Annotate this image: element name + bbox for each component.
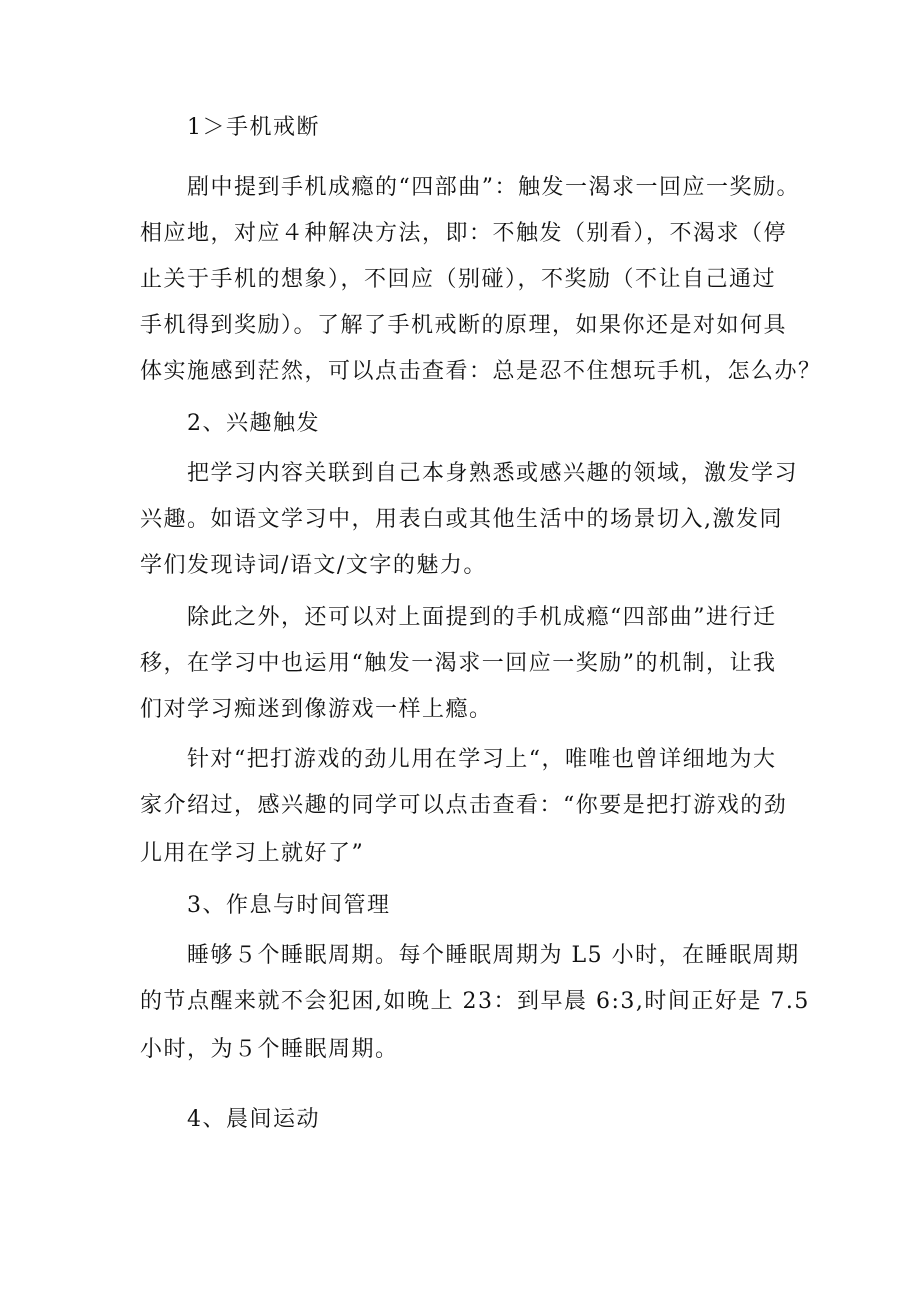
paragraph-line: 止关于手机的想象），不回应（别碰），不奖励（不让自己通过: [140, 267, 777, 292]
paragraph-line: 们对学习痴迷到像游戏一样上瘾。: [140, 697, 493, 722]
paragraph-line: 剧中提到手机成瘾的“四部曲”：触发一渴求一回应一奖励。: [187, 175, 800, 200]
paragraph-line: 儿用在学习上就好了”: [140, 841, 365, 866]
paragraph-line: 手机得到奖励）。了解了手机戒断的原理，如果你还是对如何具: [140, 313, 788, 338]
paragraph-line: 的节点醒来就不会犯困,如晚上 23：到早晨 6:3,时间正好是 7.5: [140, 989, 810, 1014]
paragraph-line: 相应地，对应４种解决方法，即：不触发（别看），不渴求（停: [140, 221, 788, 246]
paragraph-line: 针对“把打游戏的劲儿用在学习上“，唯唯也曾详细地为大: [187, 747, 777, 772]
paragraph-line: 家介绍过，感兴趣的同学可以点击查看：“你要是把打游戏的劲: [140, 793, 788, 818]
paragraph-line: 学们发现诗词/语文/文字的魅力。: [140, 553, 487, 578]
paragraph-line: 睡够５个睡眠周期。每个睡眠周期为 L5 小时，在睡眠周期: [187, 943, 800, 968]
section-heading-phone-detox: 1＞手机戒断: [187, 115, 320, 140]
section-heading-morning-exercise: 4、晨间运动: [187, 1107, 320, 1132]
paragraph-line: 体实施感到茫然，可以点击查看：总是忍不住想玩手机，怎么办？: [140, 359, 822, 384]
paragraph-line: 移，在学习中也运用“触发一渴求一回应一奖励”的机制，让我: [140, 651, 777, 676]
section-heading-interest-trigger: 2、兴趣触发: [187, 411, 320, 436]
paragraph-line: 把学习内容关联到自己本身熟悉或感兴趣的领域，激发学习: [187, 461, 799, 486]
paragraph-line: 兴趣。如语文学习中，用表白或其他生活中的场景切入,激发同: [140, 507, 783, 532]
paragraph-line: 除此之外，还可以对上面提到的手机成瘾“四部曲”进行迁: [187, 605, 777, 630]
paragraph-line: 小时，为５个睡眠周期。: [140, 1037, 399, 1062]
section-heading-rest-time-management: 3、作息与时间管理: [187, 893, 391, 918]
